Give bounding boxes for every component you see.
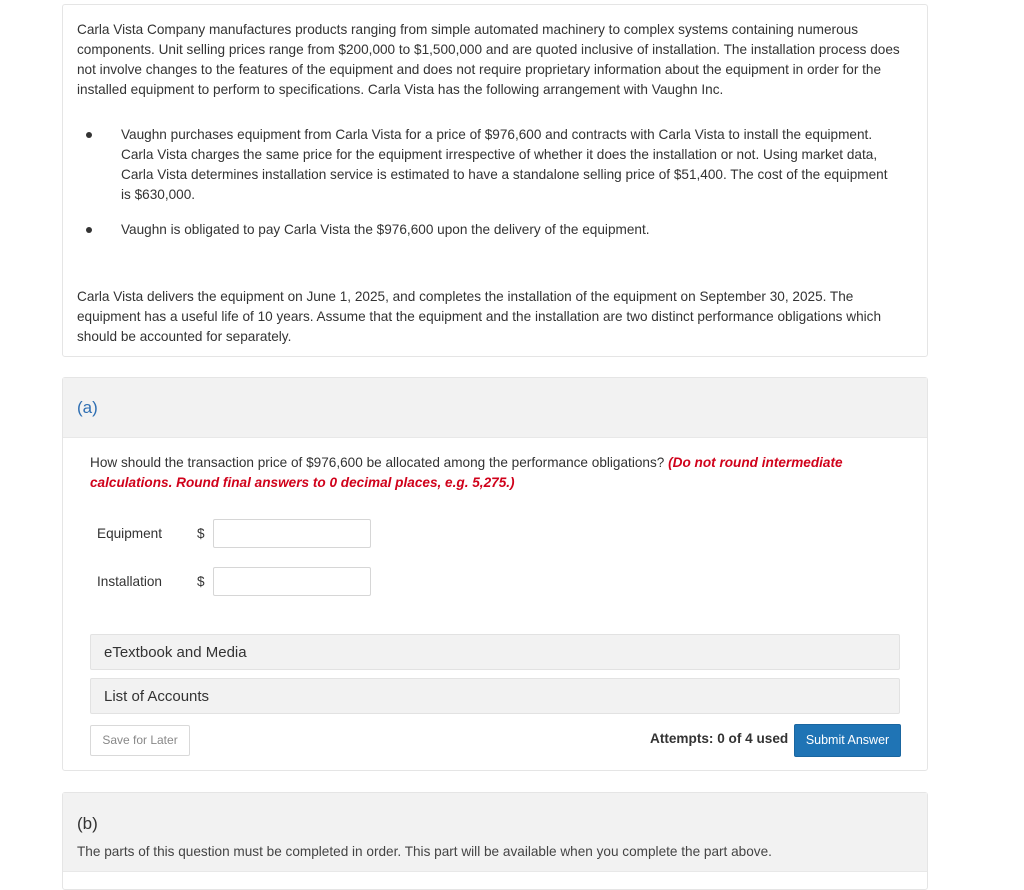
- equipment-answer-row: [97, 519, 397, 549]
- part-b-locked-note: The parts of this question must be completed in order. This part will be available when you complete the part above.: [77, 844, 772, 859]
- attempts-counter: Attempts: 0 of 4 used: [650, 731, 789, 746]
- list-item-text: Vaughn is obligated to pay Carla Vista the $976,600 upon the delivery of the equipment.: [121, 222, 650, 237]
- equipment-label: Equipment: [97, 526, 162, 541]
- submit-answer-button[interactable]: Submit Answer: [794, 724, 901, 757]
- list-of-accounts-panel[interactable]: List of Accounts: [90, 678, 900, 714]
- problem-intro: Carla Vista Company manufactures products ranging from simple automated machinery to complex systems containing numerous components. Unit selling prices range from $200,000 to $1,500,000 and are quoted inclusive of installation. The installation process does not involve changes to the features of the equipment and does not require proprietary information about the equipment in order for the installed equipment to perform to specifications. Carla Vista has the following arrangement with Vaughn Inc.: [77, 22, 900, 97]
- part-a-section: [62, 377, 928, 771]
- installation-input[interactable]: [213, 567, 371, 596]
- installation-label: Installation: [97, 574, 162, 589]
- list-item: [63, 220, 901, 240]
- problem-closing: Carla Vista delivers the equipment on June 1, 2025, and completes the installation of the equipment on September 30, 2025. The equipment has a useful life of 10 years. Assume that the equipment and the installation are two distinct performance obligations which should be accounted for separately.: [77, 289, 882, 344]
- list-item-text: Vaughn purchases equipment from Carla Vista for a price of $976,600 and contracts with Carla Vista to install the equipment. Carla Vista charges the same price for the equipment irrespective of whether it does the installation or not. Using market data, Carla Vista determines installation service is estimated to have a standalone selling price of $51,400. The cost of the equipment is $630,000.: [121, 127, 888, 202]
- part-a-header: [63, 378, 927, 438]
- part-b-section: [62, 792, 928, 890]
- currency-symbol: $: [197, 574, 205, 589]
- question-text: [90, 453, 890, 493]
- list-item: [63, 125, 901, 205]
- part-b-label: (b): [77, 814, 98, 833]
- bullet-icon: [86, 132, 92, 138]
- rounding-instruction: (Do not round intermediate calculations. Round final answers to 0 decimal places, e.g. 5,275.): [90, 455, 843, 490]
- part-a-label: (a): [77, 398, 98, 417]
- etextbook-media-panel[interactable]: eTextbook and Media: [90, 634, 900, 670]
- question-prompt: How should the transaction price of $976,600 be allocated among the performance obligations?: [90, 455, 665, 470]
- currency-symbol: $: [197, 526, 205, 541]
- arrangement-list: [63, 125, 929, 240]
- problem-statement: [62, 4, 928, 357]
- equipment-input[interactable]: [213, 519, 371, 548]
- save-for-later-button[interactable]: Save for Later: [90, 725, 190, 756]
- bullet-icon: [86, 227, 92, 233]
- part-b-header: [63, 793, 927, 872]
- installation-answer-row: [97, 567, 397, 597]
